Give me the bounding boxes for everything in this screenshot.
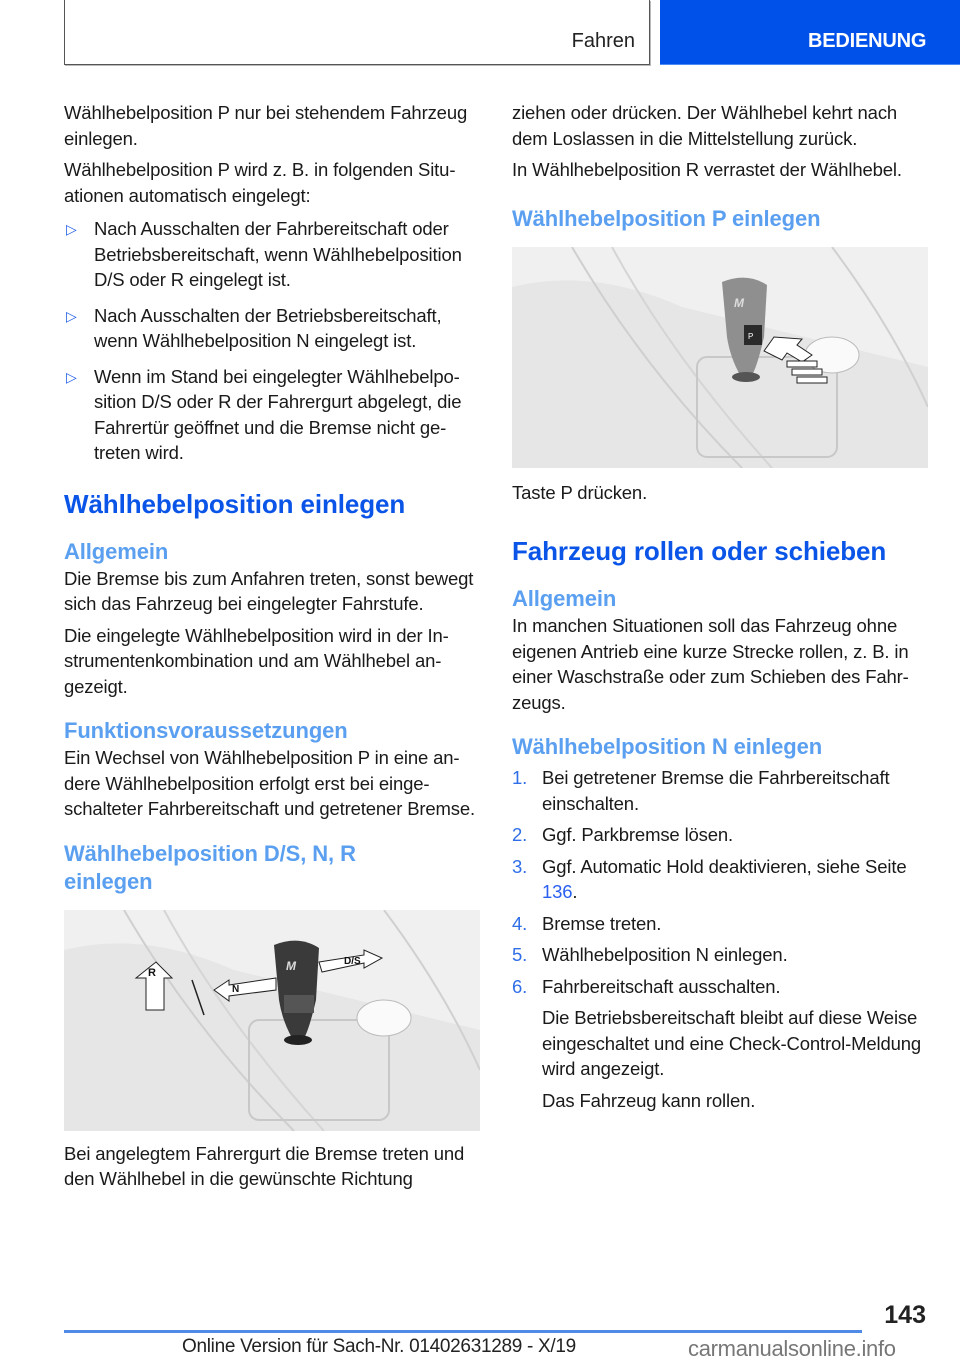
paragraph: Ein Wechsel von Wählhebelposition P in eine andere Wählhebelposition erfolgt erst bei eingeschalteter Fahrbereitschaft und getretener Bremse. [64,747,476,819]
svg-text:R: R [148,966,156,979]
left-column [64,100,484,1198]
section-heading: Wählhebelposition einlegen [64,488,406,519]
paragraph: Die eingelegte Wählhebelposition wird in der Instrumentenkombination und am Wählhebel angezeigt. [64,624,449,697]
numbered-steps [512,765,932,999]
step-item: 2. Ggf. Parkbremse lösen. [512,824,734,845]
svg-text:N: N [232,983,240,995]
header-section-tab [64,0,650,65]
park-button-illustration [512,247,928,468]
header-chapter-tab [660,0,960,65]
figure-caption: Bei angelegtem Fahrergurt die Bremse treten und den Wählhebel in die gewünschte Richtung [64,1142,465,1189]
step-item: 5. Wählhebelposition N einlegen. [512,944,788,965]
triangle-right-icon: ▷ [66,307,77,324]
step-item: 6. Fahrbereitschaft ausschalten. [512,975,781,997]
list-item: ▷ Nach Ausschalten der Fahrbereitschaft oder Betriebsbereitschaft, wenn Wählhebelposition D/S oder R eingelegt ist. [66,218,462,290]
section-heading: Fahrzeug rollen oder schieben [512,536,887,566]
subsection-heading: Allgemein [64,538,169,564]
gear-selector-figure-p [512,247,928,468]
page-number: 143 [884,1301,926,1329]
list-item: ▷ Nach Ausschalten der Betriebsbereitschaft, wenn Wählhebelposition N eingelegt ist. [66,304,442,351]
section-label: Fahren [571,30,635,52]
gear-selector-figure-dsnr [64,910,480,1131]
step-note: Das Fahrzeug kann rollen. [542,1089,756,1111]
paragraph: In Wählhebelposition R verrastet der Wählhebel. [512,159,902,180]
step-item: 1. Bei getretener Bremse die Fahrbereitschaft einschalten. [512,767,890,814]
step-item: 3. Ggf. Automatic Hold deaktivieren, siehe Seite 136. [512,855,907,902]
subsection-heading: Allgemein [512,586,617,611]
svg-text:M: M [734,295,744,310]
gear-lever-illustration [64,910,480,1131]
subsection-heading: Wählhebelposition N einlegen [512,734,823,759]
subsection-heading: Wählhebelposition D/S, N, R einlegen [64,840,356,894]
intro-paragraph: Wählhebelposition P wird z. B. in folgenden Situationen automatisch eingelegt: [64,159,456,206]
chapter-label: BEDIENUNG [808,30,927,52]
online-version-text: Online Version für Sach-Nr. 01402631289 - X/19 [182,1336,576,1357]
triangle-right-icon: ▷ [66,368,77,385]
right-column [512,100,932,1119]
footer-divider [64,1330,862,1333]
svg-text:P: P [748,331,754,341]
paragraph: Die Bremse bis zum Anfahren treten, sonst bewegt sich das Fahrzeug bei eingelegter Fahrstufe. [64,567,474,614]
triangle-right-icon: ▷ [66,221,77,237]
subsection-heading: Funktionsvoraussetzungen [64,718,348,743]
paragraph: ziehen oder drücken. Der Wählhebel kehrt nach dem Loslassen in die Mittelstellung zurück. [512,102,898,149]
page-reference-link[interactable]: 136 [542,881,573,902]
list-item: ▷ Wenn im Stand bei eingelegter Wählhebelposition D/S oder R der Fahrergurt abgelegt, die Fahrertür geöffnet und die Bremse nicht getreten wird. [66,365,462,463]
intro-paragraph: Wählhebelposition P nur bei stehendem Fahrzeug einlegen. [64,102,468,149]
subsection-heading: Wählhebelposition P einlegen [512,205,821,231]
bullet-list [64,216,484,466]
figure-caption: Taste P drücken. [512,481,648,503]
step-note: Die Betriebsbereitschaft bleibt auf diese Weise eingeschaltet und eine Check-Control-Meldung wird angezeigt. [542,1007,922,1079]
step-item: 4. Bremse treten. [512,912,662,934]
svg-text:D/S: D/S [344,955,361,967]
svg-text:M: M [286,958,296,973]
paragraph: In manchen Situationen soll das Fahrzeug ohne eigenen Antrieb eine kurze Strecke rollen, z. B. in einer Waschstraße oder zum Schieben des Fahrzeugs. [512,615,909,713]
watermark: carmanualsonline.info [688,1336,896,1361]
